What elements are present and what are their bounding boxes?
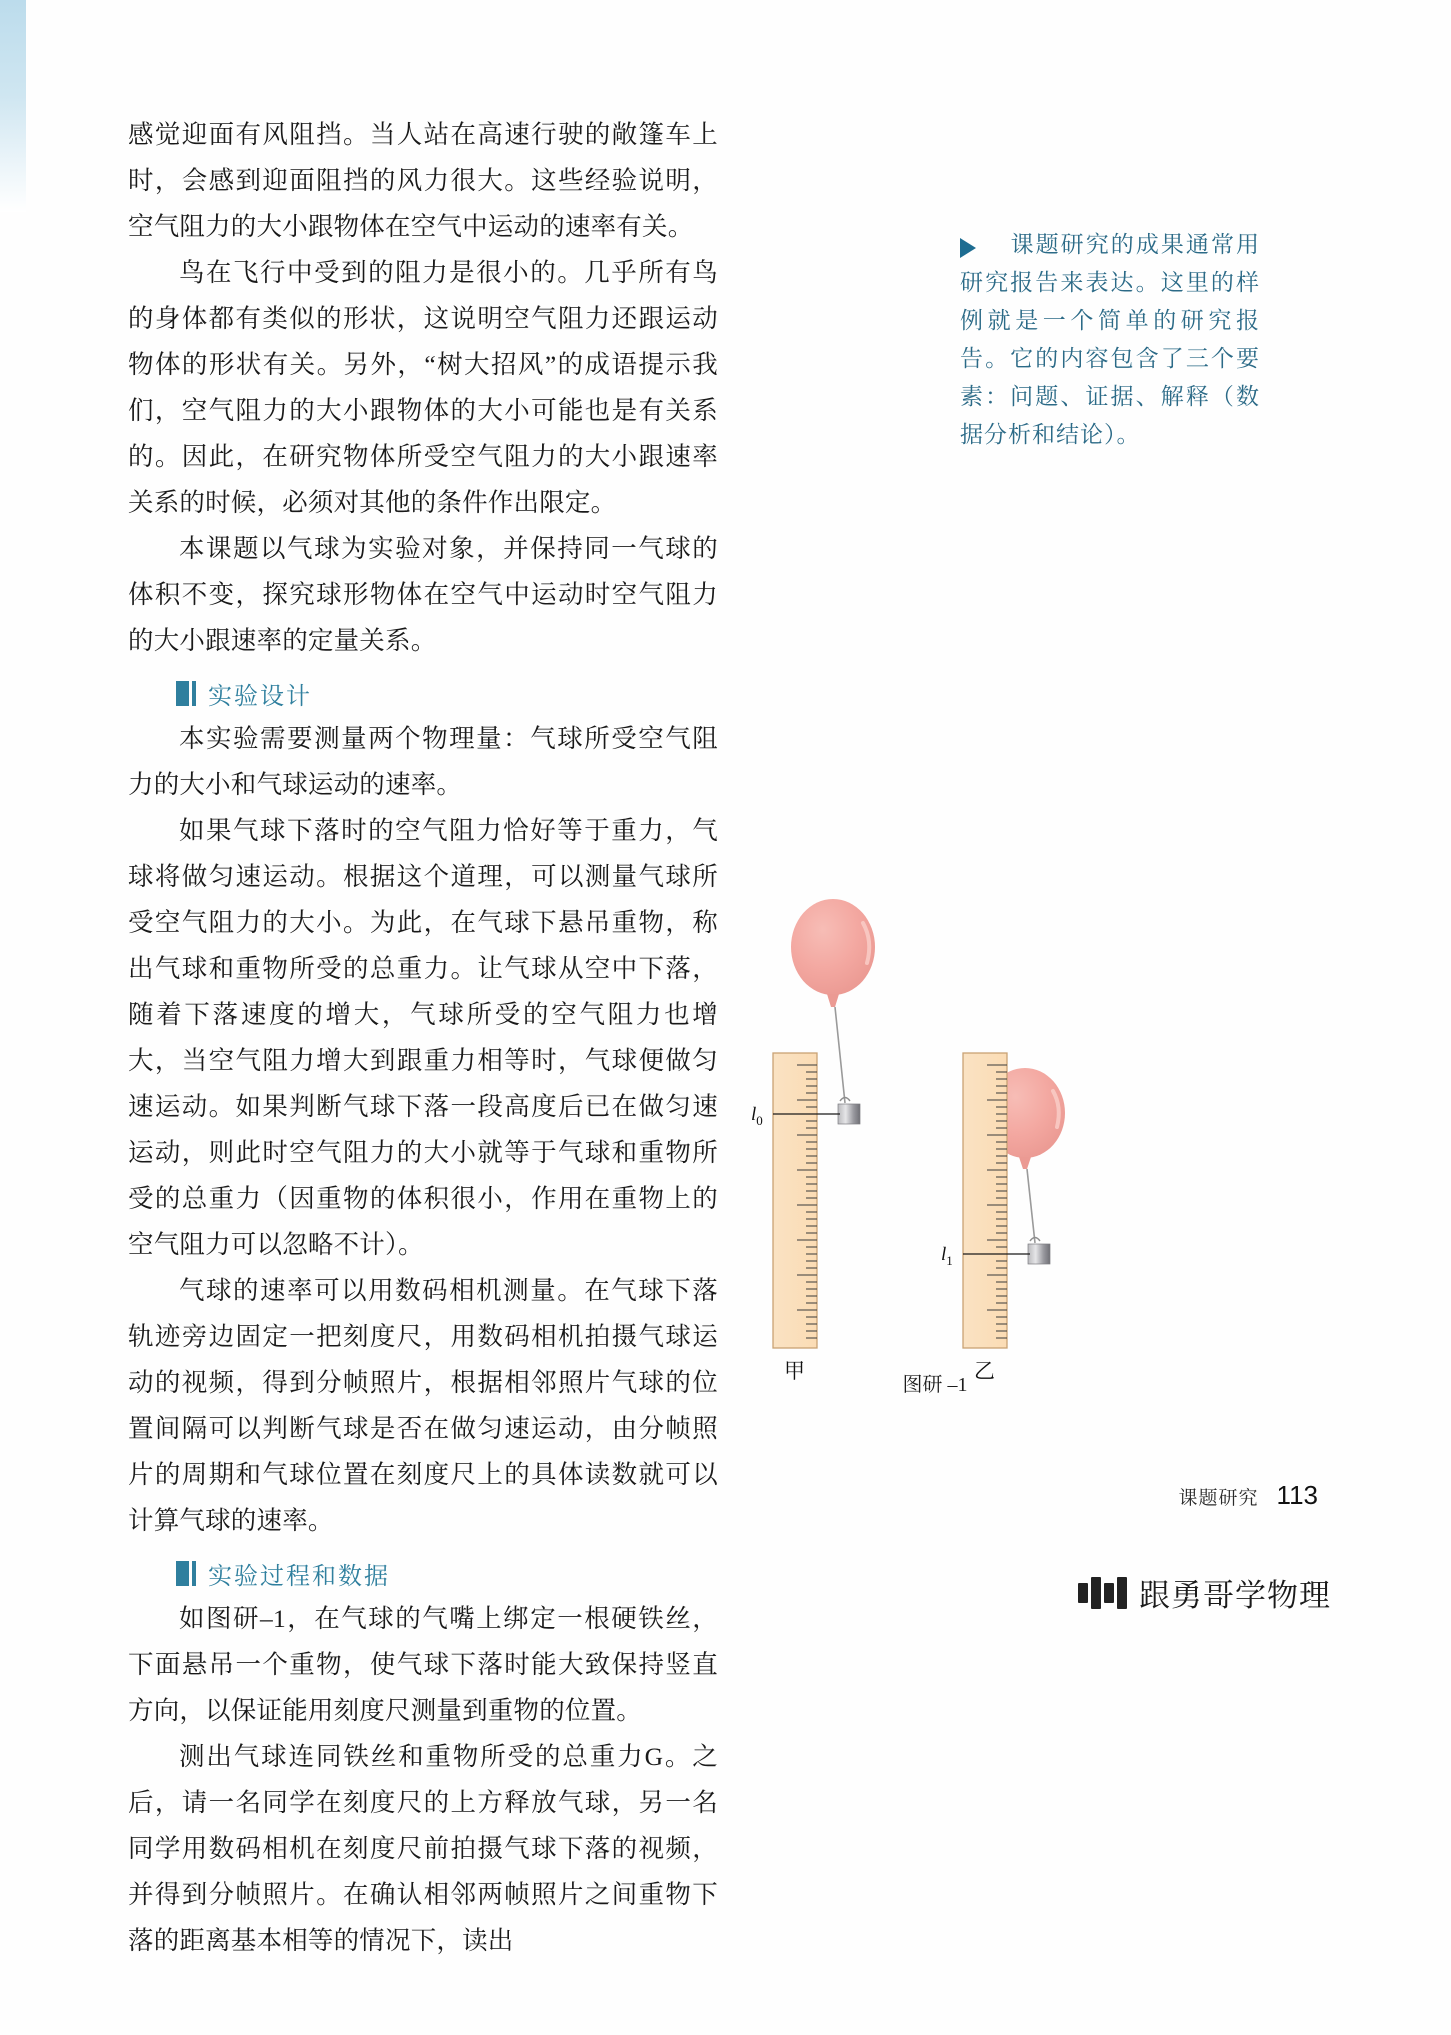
ruler-right — [963, 1053, 1007, 1348]
logo-bar — [1078, 1583, 1088, 1603]
paragraph: 本课题以气球为实验对象，并保持同一气球的体积不变，探究球形物体在空气中运动时空气阻力的大小跟速率的定量关系。 — [128, 534, 718, 655]
page-footer — [1179, 1480, 1318, 1511]
toutiao-logo-icon — [1078, 1577, 1127, 1609]
label-l1: $l_1$ — [941, 1244, 953, 1268]
section-heading-experiment-design — [176, 676, 718, 710]
section-heading-label: 实验设计 — [208, 682, 312, 710]
heading-marker-thick-icon — [176, 681, 189, 706]
label-jia: 甲 — [784, 1359, 805, 1383]
paragraph: 如图研–1，在气球的气嘴上绑定一根硬铁丝，下面悬吊一个重物，使气球下落时能大致保持竖直方向，以保证能用刻度尺测量到重物的位置。 — [128, 1604, 718, 1725]
paragraph: 气球的速率可以用数码相机测量。在气球下落轨迹旁边固定一把刻度尺，用数码相机拍摄气球运动的视频，得到分帧照片，根据相邻照片气球的位置间隔可以判断气球是否在做匀速运动，由分帧照片的周期和气球位置在刻度尺上的具体读数就可以计算气球的速率。 — [128, 1276, 718, 1535]
logo-bar — [1104, 1583, 1114, 1603]
figure-caption: 图研 –1 — [902, 1374, 968, 1396]
margin-note — [960, 226, 1260, 454]
figure-balloon-experiment — [735, 895, 1135, 1395]
weight-left — [838, 1098, 860, 1125]
footer-chapter-label: 课题研究 — [1178, 1488, 1259, 1509]
balloon-left — [791, 899, 875, 1007]
label-yi: 乙 — [974, 1359, 995, 1383]
string-left — [835, 1007, 845, 1103]
heading-marker-thin-icon — [192, 1561, 196, 1586]
main-text-column — [128, 112, 718, 1964]
logo-bar — [1117, 1577, 1127, 1609]
paragraph: 本实验需要测量两个物理量：气球所受空气阻力的大小和气球运动的速率。 — [128, 724, 718, 799]
heading-marker-thin-icon — [192, 681, 196, 706]
heading-marker-thick-icon — [176, 1561, 189, 1586]
triangle-right-icon — [960, 238, 976, 258]
label-l0: $l_0$ — [751, 1104, 763, 1128]
ruler-left — [773, 1053, 817, 1348]
paragraph: 如果气球下落时的空气阻力恰好等于重力，气球将做匀速运动。根据这个道理，可以测量气球所受空气阻力的大小。为此，在气球下悬吊重物，称出气球和重物所受的总重力。让气球从空中下落，随着下落速度的增大，气球所受的空气阻力也增大，当空气阻力增大到跟重力相等时，气球便做匀速运动。如果判断气球下落一段高度后已在做匀速运动，则此时空气阻力的大小就等于气球和重物所受的总重力（因重物的体积很小，作用在重物上的空气阻力可以忽略不计）。 — [128, 816, 718, 1259]
page-number: 113 — [1276, 1480, 1318, 1510]
paragraph: 感觉迎面有风阻挡。当人站在高速行驶的敞篷车上时，会感到迎面阻挡的风力很大。这些经验说明，空气阻力的大小跟物体在空气中运动的速率有关。 — [128, 120, 718, 241]
watermark-text: 跟勇哥学物理 — [1139, 1578, 1331, 1613]
section-heading-label: 实验过程和数据 — [208, 1562, 390, 1590]
weight-right — [1028, 1238, 1050, 1265]
logo-bar — [1091, 1577, 1101, 1609]
paragraph: 测出气球连同铁丝和重物所受的总重力G。之后，请一名同学在刻度尺的上方释放气球，另一名同学用数码相机在刻度尺前拍摄气球下落的视频，并得到分帧照片。在确认相邻两帧照片之间重物下落的距离基本相等的情况下，读出 — [128, 1742, 718, 1955]
figure-svg — [735, 895, 1135, 1395]
margin-note-text: 课题研究的成果通常用研究报告来表达。这里的样例就是一个简单的研究报告。它的内容包含了三个要素：问题、证据、解释（数据分析和结论）。 — [960, 232, 1260, 447]
section-heading-experiment-process — [176, 1556, 718, 1590]
page-edge-decoration — [0, 0, 26, 212]
paragraph: 鸟在飞行中受到的阻力是很小的。几乎所有鸟的身体都有类似的形状，这说明空气阻力还跟运动物体的形状有关。另外，“树大招风”的成语提示我们，空气阻力的大小跟物体的大小可能也是有关系的。因此，在研究物体所受空气阻力的大小跟速率关系的时候，必须对其他的条件作出限定。 — [128, 258, 718, 517]
watermark — [1078, 1570, 1331, 1615]
string-right — [1027, 1169, 1035, 1243]
